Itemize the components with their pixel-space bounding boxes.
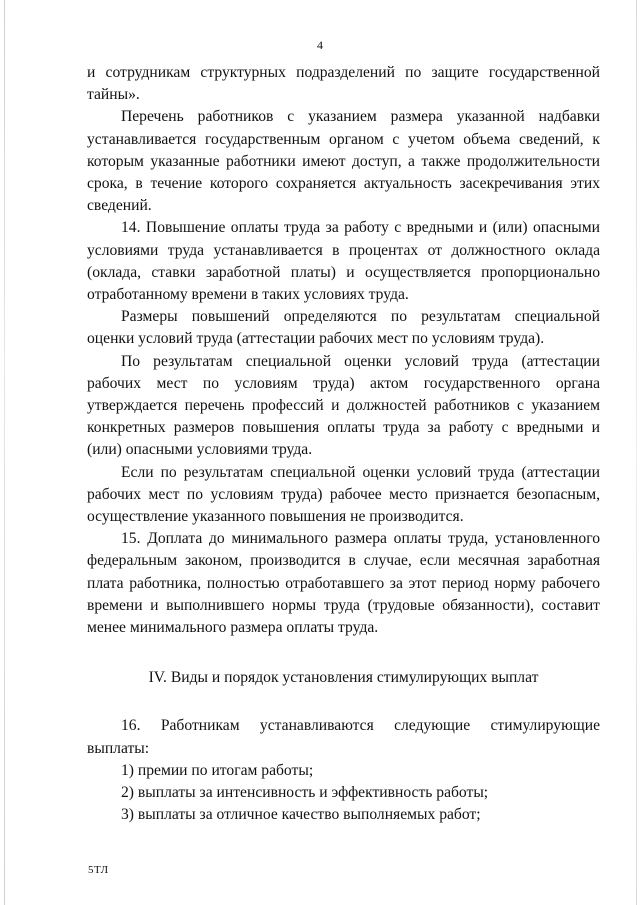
list-item: 2) выплаты за интенсивность и эффективность работы; [121, 784, 489, 802]
paragraph-safe-workplace: Если по результатам специальной оценки условий труда (аттестации рабочих мест по условиям труда) рабочее место признается безопасным, осуществление указанного повышения не производится. [87, 463, 600, 526]
document-body [87, 62, 600, 827]
paragraph-item-14: 14. Повышение оплаты труда за работу с вредными и (или) опасными условиями труда устанавливается в процентах от должностного оклада (оклада, ставки заработной платы) и осуществляется пропорционально отработанному времени в таких условиях труда. [87, 219, 600, 304]
list-item: 3) выплаты за отличное качество выполняемых работ; [121, 806, 481, 824]
footer-code: 5ТЛ [88, 864, 109, 876]
page-edge-left [4, 0, 5, 905]
paragraph-item-16: 16. Работникам устанавливаются следующие стимулирующие выплаты: [87, 717, 600, 757]
page-number: 4 [317, 38, 323, 52]
paragraph-assessment-results: По результатам специальной оценки условий труда (аттестации рабочих мест по условиям труда) актом государственного органа утверждается перечень профессий и должностей работников с указанием конкретных размеров повышения оплаты труда за работу с вредными и (или) опасными условиями труда. [87, 352, 600, 459]
paragraph-increase-sizes: Размеры повышений определяются по результатам специальной оценки условий труда (аттестации рабочих мест по условиям труда). [87, 308, 600, 348]
page-edge-right [636, 0, 637, 905]
paragraph-continuation: и сотрудникам структурных подразделений по защите государственной тайны». [87, 64, 600, 104]
list-item: 1) премии по итогам работы; [121, 761, 314, 779]
paragraph-item-15: 15. Доплата до минимального размера оплаты труда, установленного федеральным законом, производится в случае, если месячная заработная плата работника, полностью отработавшего за этот период норму рабочего времени и выполнившего нормы труда (трудовые обязанности), составит менее минимального размера оплаты труда. [87, 530, 600, 637]
paragraph-employee-list: Перечень работников с указанием размера указанной надбавки устанавливается государственным органом с учетом объема сведений, к которым указанные работники имеют доступ, а также продолжительности срока, в течение которого сохраняется актуальность засекречивания этих сведений. [87, 108, 600, 215]
section-heading: IV. Виды и порядок установления стимулирующих выплат [148, 669, 539, 687]
